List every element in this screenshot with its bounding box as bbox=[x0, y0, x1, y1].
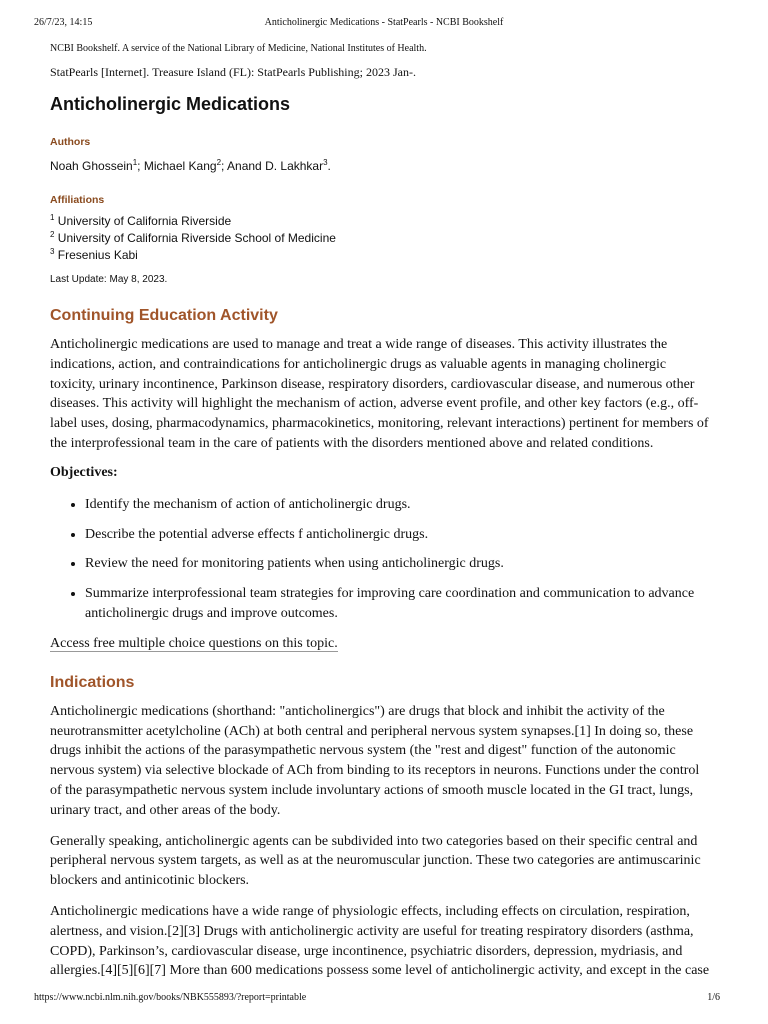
objective-item: • Identify the mechanism of action of anticholinergic drugs. bbox=[85, 495, 710, 515]
affiliation-name: Fresenius Kabi bbox=[57, 248, 138, 262]
ncbi-service-line: NCBI Bookshelf. A service of the National Library of Medicine, National Institutes of Health. bbox=[50, 43, 427, 54]
ce-activity-paragraph: Anticholinergic medications are used to manage and treat a wide range of diseases. This activity illustrates the indications, action, and contraindications for anticholinergic drugs as valuable agents in managing cholinergic toxicity, urinary incontinence, Parkinson disease, respiratory disorders, cardiovascular disease, and numerous other diseases. This activity will highlight the mechanism of action, adverse event profile, and other key factors (e.g., off-label uses, dosing, pharmacodynamics, pharmacokinetics, monitoring, relevant interactions) pertinent for members of the interprofessional team in the care of patients with the disorders mentioned above and related conditions. bbox=[50, 337, 709, 451]
author-name: Michael Kang bbox=[143, 159, 217, 173]
section-heading-indications: Indications bbox=[50, 673, 135, 691]
authors-heading: Authors bbox=[50, 136, 91, 148]
indications-paragraph: Generally speaking, anticholinergic agents can be subdivided into two categories based on their specific central and peripheral nervous system targets, as well as at the neuromuscular junction. These two categories are antimuscarinic blockers and antinicotinic blockers. bbox=[50, 833, 701, 889]
print-url: https://www.ncbi.nlm.nih.gov/books/NBK555893/?report=printable bbox=[34, 992, 307, 1003]
page-title: Anticholinergic Medications bbox=[50, 94, 291, 114]
author-separator: ; bbox=[137, 159, 144, 173]
affiliation-number: 3 bbox=[50, 247, 55, 256]
print-footer bbox=[34, 992, 734, 1006]
author-affiliation-ref: 2 bbox=[216, 158, 222, 167]
affiliations-list bbox=[50, 213, 710, 264]
affiliation-item bbox=[50, 213, 710, 230]
affiliation-number: 2 bbox=[50, 230, 55, 239]
objectives-list bbox=[50, 495, 710, 624]
article-content bbox=[50, 42, 710, 981]
affiliation-item bbox=[50, 230, 710, 247]
objective-item: • Summarize interprofessional team strategies for improving care coordination and communication to advance anticholinergic drugs and improve outcomes. bbox=[85, 584, 710, 624]
last-update: Last Update: May 8, 2023. bbox=[50, 274, 168, 285]
authors-list bbox=[50, 158, 710, 174]
author-separator: ; bbox=[221, 159, 228, 173]
indications-paragraph: Anticholinergic medications have a wide range of physiologic effects, including effects on circulation, respiration, alertness, and vision.[2][3] Drugs with anticholinergic activity are useful for treating respiratory disorders (asthma, COPD), Parkinson’s, cardiovascular disease, urge incontinence, psychiatric disorders, depression, mydriasis, and allergies.[4][5][6][7] More than 600 medications possess some level of anticholinergic activity, and except in the case bbox=[50, 903, 710, 979]
affiliations-heading: Affiliations bbox=[50, 194, 105, 206]
author-affiliation-ref: 3 bbox=[323, 158, 328, 167]
access-questions bbox=[50, 634, 710, 654]
author-name: Anand D. Lakhkar bbox=[227, 159, 324, 173]
author-name: Noah Ghossein bbox=[50, 159, 133, 173]
affiliation-name: University of California Riverside bbox=[57, 214, 232, 228]
access-questions-link[interactable]: Access free multiple choice questions on this topic. bbox=[50, 635, 338, 651]
affiliation-number: 1 bbox=[50, 213, 55, 222]
objectives-heading: Objectives: bbox=[50, 464, 118, 480]
section-heading-ce-activity: Continuing Education Activity bbox=[50, 307, 278, 324]
print-page-title: Anticholinergic Medications - StatPearls - NCBI Bookshelf bbox=[264, 17, 504, 28]
print-page-number: 1/6 bbox=[707, 992, 720, 1003]
author-separator: . bbox=[327, 159, 331, 173]
author-affiliation-ref: 1 bbox=[132, 158, 138, 167]
print-datetime: 26/7/23, 14:15 bbox=[34, 17, 93, 28]
print-header bbox=[34, 17, 734, 31]
affiliation-name: University of California Riverside School of Medicine bbox=[57, 231, 336, 245]
publication-line: StatPearls [Internet]. Treasure Island (FL): StatPearls Publishing; 2023 Jan-. bbox=[50, 65, 416, 79]
indications-paragraph: Anticholinergic medications (shorthand: "anticholinergics") are drugs that block and inhibit the activity of the neurotransmitter acetylcholine (ACh) at both central and peripheral nervous system synapses.[1] In doing so, these drugs inhibit the actions of the parasympathetic nervous system (the "rest and digest" function of the autonomic nervous system) via selective blockade of ACh from binding to its receptors in neurons. Functions under the control of the parasympathetic nervous system include involuntary actions of smooth muscle located in the GI tract, lungs, urinary tract, and other areas of the body. bbox=[50, 703, 700, 818]
affiliation-item bbox=[50, 247, 710, 264]
objective-item: • Review the need for monitoring patients when using anticholinergic drugs. bbox=[85, 554, 710, 574]
objective-item: • Describe the potential adverse effects f anticholinergic drugs. bbox=[85, 525, 710, 545]
